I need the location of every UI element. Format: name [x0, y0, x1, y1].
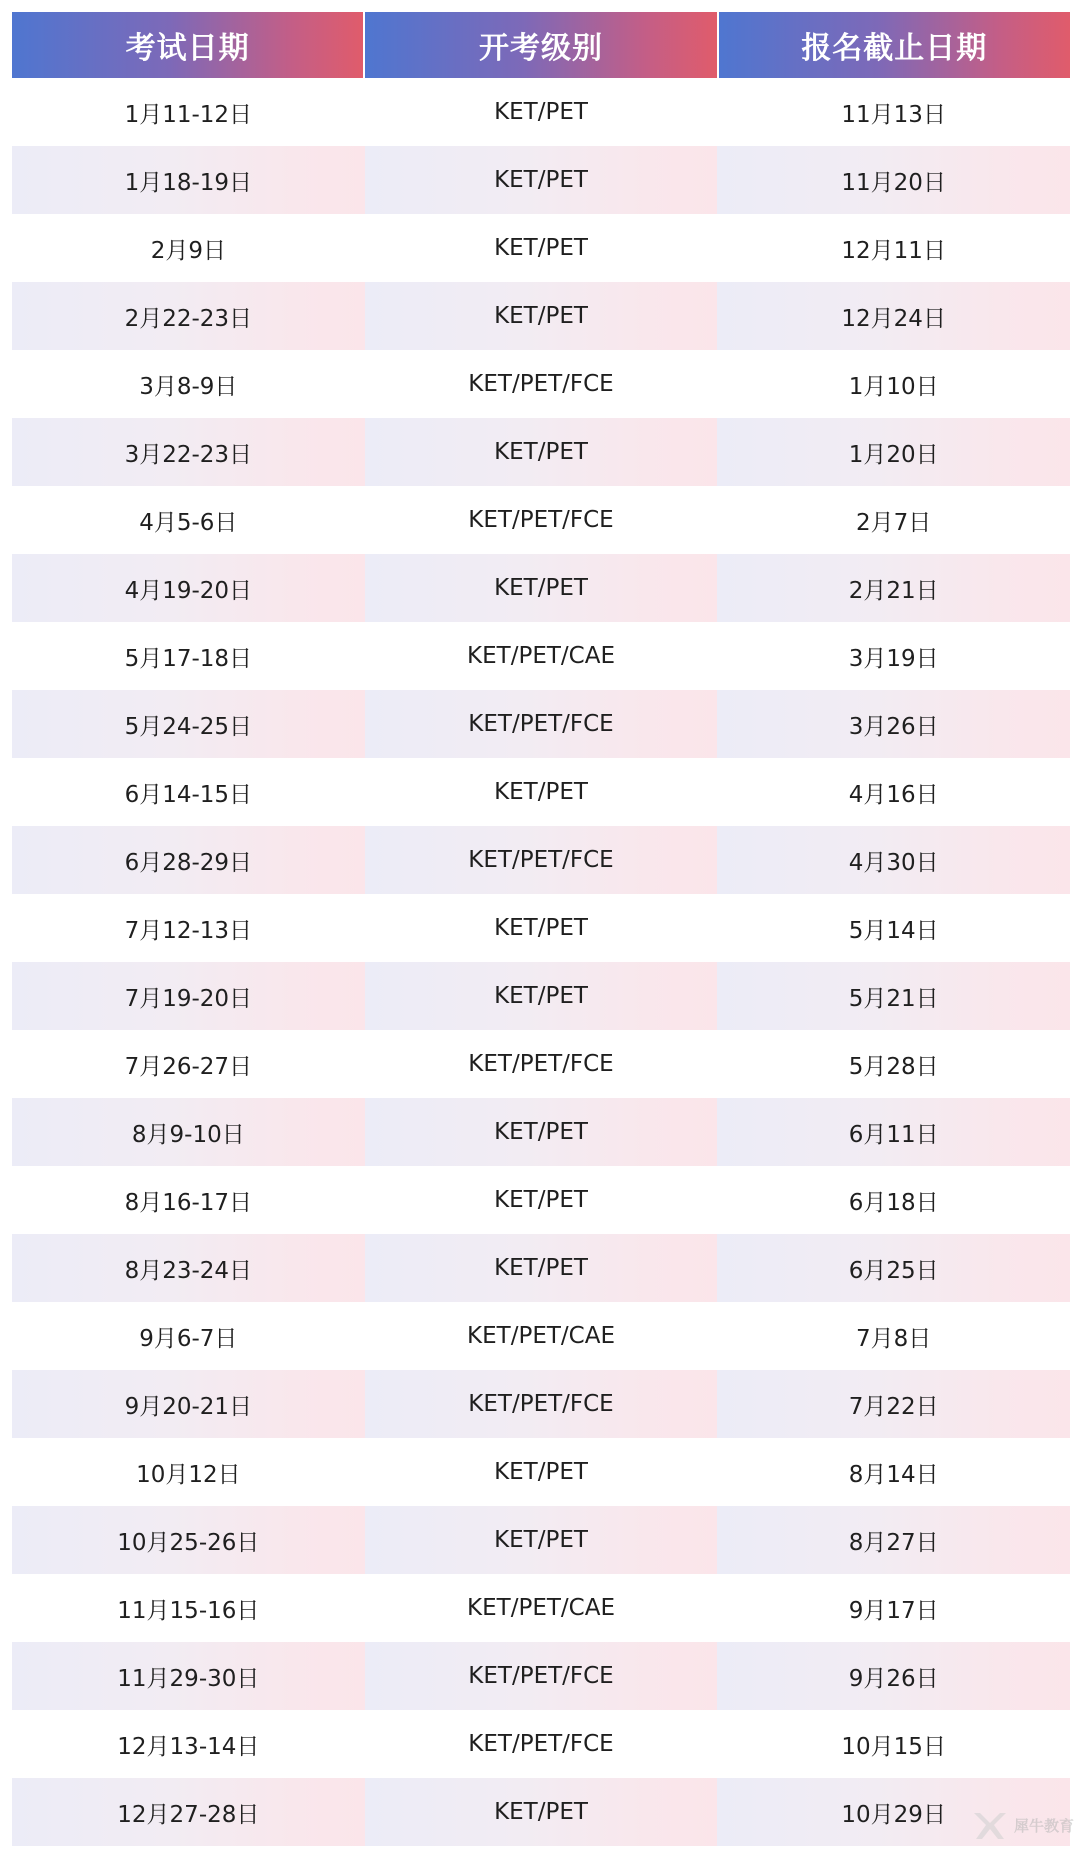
table-row: [12, 282, 1070, 350]
cell-exam-level: KET/PET: [365, 962, 718, 1030]
table-row: [12, 486, 1070, 554]
cell-exam-level: KET/PET: [365, 758, 718, 826]
cell-exam-level: KET/PET: [365, 282, 718, 350]
cell-exam-date: 3月8-9日: [12, 350, 365, 418]
cell-exam-level: KET/PET/FCE: [365, 486, 718, 554]
cell-exam-date: 12月13-14日: [12, 1710, 365, 1778]
cell-registration-deadline: 10月29日: [717, 1778, 1070, 1846]
cell-exam-level: KET/PET: [365, 78, 718, 146]
cell-registration-deadline: 1月20日: [717, 418, 1070, 486]
cell-registration-deadline: 4月30日: [717, 826, 1070, 894]
cell-registration-deadline: 6月11日: [717, 1098, 1070, 1166]
cell-exam-level: KET/PET/FCE: [365, 1370, 718, 1438]
cell-exam-level: KET/PET: [365, 894, 718, 962]
cell-registration-deadline: 12月11日: [717, 214, 1070, 282]
cell-registration-deadline: 11月13日: [717, 78, 1070, 146]
table-row: [12, 1506, 1070, 1574]
cell-exam-level: KET/PET: [365, 1098, 718, 1166]
table-row: [12, 1778, 1070, 1846]
cell-exam-level: KET/PET/FCE: [365, 1030, 718, 1098]
table-row: [12, 962, 1070, 1030]
cell-exam-level: KET/PET/FCE: [365, 690, 718, 758]
cell-exam-level: KET/PET: [365, 146, 718, 214]
cell-exam-level: KET/PET: [365, 1506, 718, 1574]
table-row: [12, 690, 1070, 758]
cell-exam-level: KET/PET/FCE: [365, 826, 718, 894]
cell-exam-date: 10月25-26日: [12, 1506, 365, 1574]
cell-exam-date: 3月22-23日: [12, 418, 365, 486]
cell-exam-date: 12月27-28日: [12, 1778, 365, 1846]
cell-exam-level: KET/PET/CAE: [365, 1302, 718, 1370]
cell-exam-date: 8月16-17日: [12, 1166, 365, 1234]
cell-registration-deadline: 9月26日: [717, 1642, 1070, 1710]
cell-registration-deadline: 11月20日: [717, 146, 1070, 214]
cell-exam-date: 11月29-30日: [12, 1642, 365, 1710]
cell-exam-level: KET/PET: [365, 214, 718, 282]
cell-exam-level: KET/PET: [365, 1166, 718, 1234]
table-row: [12, 1166, 1070, 1234]
cell-exam-level: KET/PET: [365, 418, 718, 486]
header-registration-deadline: 报名截止日期: [717, 12, 1070, 78]
cell-exam-date: 9月6-7日: [12, 1302, 365, 1370]
table-row: [12, 350, 1070, 418]
table-row: [12, 1642, 1070, 1710]
cell-exam-level: KET/PET/CAE: [365, 1574, 718, 1642]
cell-exam-date: 11月15-16日: [12, 1574, 365, 1642]
watermark-text: 犀牛教育: [1014, 1816, 1075, 1835]
cell-exam-date: 7月19-20日: [12, 962, 365, 1030]
cell-registration-deadline: 10月15日: [717, 1710, 1070, 1778]
cell-exam-level: KET/PET/CAE: [365, 622, 718, 690]
cell-exam-date: 5月24-25日: [12, 690, 365, 758]
cell-exam-date: 2月22-23日: [12, 282, 365, 350]
table-row: [12, 758, 1070, 826]
table-row: [12, 214, 1070, 282]
cell-registration-deadline: 1月10日: [717, 350, 1070, 418]
cell-registration-deadline: 8月27日: [717, 1506, 1070, 1574]
cell-exam-date: 4月5-6日: [12, 486, 365, 554]
cell-exam-date: 1月18-19日: [12, 146, 365, 214]
header-exam-level: 开考级别: [363, 12, 716, 78]
table-row: [12, 1574, 1070, 1642]
cell-exam-level: KET/PET/FCE: [365, 1710, 718, 1778]
cell-registration-deadline: 7月8日: [717, 1302, 1070, 1370]
table-body: [12, 78, 1070, 1846]
cell-registration-deadline: 5月28日: [717, 1030, 1070, 1098]
table-header: [12, 12, 1070, 78]
table-row: [12, 622, 1070, 690]
cell-registration-deadline: 7月22日: [717, 1370, 1070, 1438]
cell-exam-date: 7月26-27日: [12, 1030, 365, 1098]
cell-exam-level: KET/PET: [365, 1778, 718, 1846]
table-row: [12, 894, 1070, 962]
cell-registration-deadline: 9月17日: [717, 1574, 1070, 1642]
table-row: [12, 1370, 1070, 1438]
watermark: [970, 1803, 1080, 1847]
cell-exam-date: 1月11-12日: [12, 78, 365, 146]
cell-exam-date: 4月19-20日: [12, 554, 365, 622]
cell-registration-deadline: 6月25日: [717, 1234, 1070, 1302]
cell-exam-level: KET/PET: [365, 554, 718, 622]
cell-exam-level: KET/PET: [365, 1438, 718, 1506]
table-row: [12, 826, 1070, 894]
table-row: [12, 1302, 1070, 1370]
cell-exam-date: 9月20-21日: [12, 1370, 365, 1438]
cell-registration-deadline: 4月16日: [717, 758, 1070, 826]
cell-exam-level: KET/PET/FCE: [365, 1642, 718, 1710]
table-row: [12, 1030, 1070, 1098]
cell-exam-date: 6月28-29日: [12, 826, 365, 894]
cell-exam-date: 7月12-13日: [12, 894, 365, 962]
rhino-logo-icon: [970, 1805, 1010, 1845]
table-row: [12, 78, 1070, 146]
cell-registration-deadline: 3月19日: [717, 622, 1070, 690]
cell-exam-date: 6月14-15日: [12, 758, 365, 826]
cell-registration-deadline: 5月14日: [717, 894, 1070, 962]
cell-exam-date: 8月9-10日: [12, 1098, 365, 1166]
table-row: [12, 554, 1070, 622]
table-row: [12, 418, 1070, 486]
cell-exam-level: KET/PET/FCE: [365, 350, 718, 418]
cell-registration-deadline: 3月26日: [717, 690, 1070, 758]
cell-exam-date: 5月17-18日: [12, 622, 365, 690]
cell-registration-deadline: 2月21日: [717, 554, 1070, 622]
table-row: [12, 1438, 1070, 1506]
table-row: [12, 146, 1070, 214]
cell-registration-deadline: 12月24日: [717, 282, 1070, 350]
table-row: [12, 1710, 1070, 1778]
cell-registration-deadline: 2月7日: [717, 486, 1070, 554]
table-row: [12, 1234, 1070, 1302]
exam-schedule-table: [12, 12, 1070, 1846]
cell-exam-level: KET/PET: [365, 1234, 718, 1302]
cell-registration-deadline: 8月14日: [717, 1438, 1070, 1506]
cell-registration-deadline: 6月18日: [717, 1166, 1070, 1234]
table-row: [12, 1098, 1070, 1166]
header-exam-date: 考试日期: [12, 12, 363, 78]
cell-exam-date: 10月12日: [12, 1438, 365, 1506]
cell-exam-date: 2月9日: [12, 214, 365, 282]
cell-registration-deadline: 5月21日: [717, 962, 1070, 1030]
cell-exam-date: 8月23-24日: [12, 1234, 365, 1302]
